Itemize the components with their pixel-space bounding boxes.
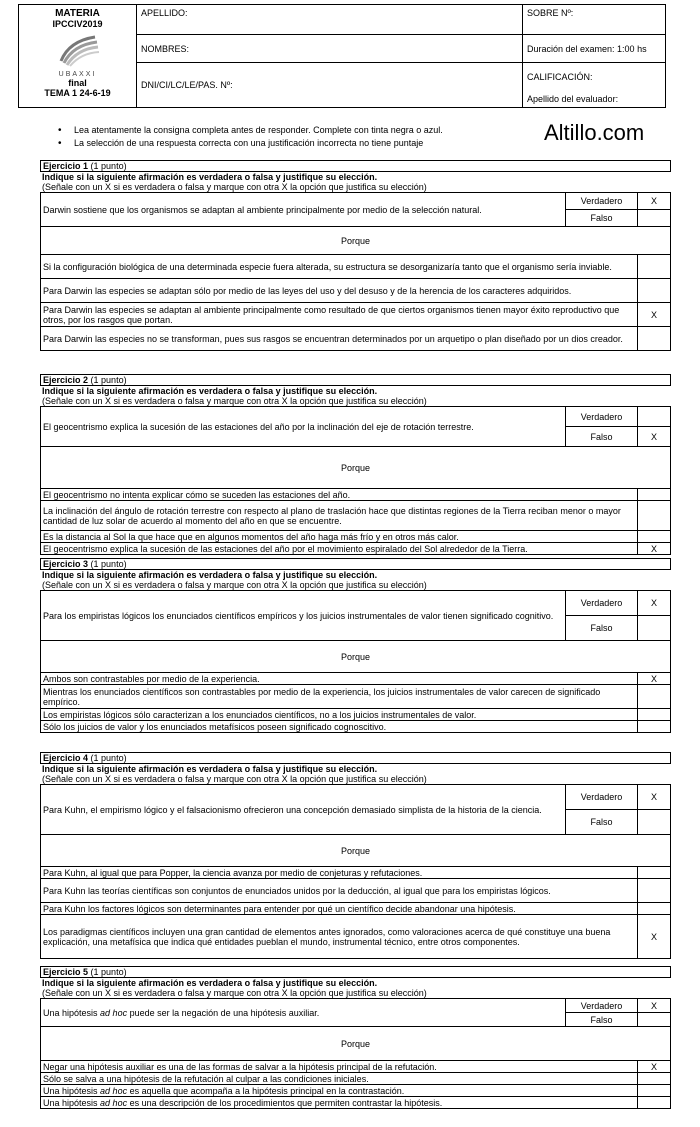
justification-option: Es la distancia al Sol la que hace que en algunos momentos del año haga más frío y en otros más calor.: [41, 531, 638, 543]
ubaxxi-logo-icon: [55, 33, 101, 67]
justification-mark-box[interactable]: [638, 255, 671, 279]
justification-option: Negar una hipótesis auxiliar es una de las formas de salvar a la hipótesis principal de la refutación.: [41, 1061, 638, 1073]
logo-cell: [19, 5, 137, 108]
justification-option: Si la configuración biológica de una determinada especie fuera alterada, su estructura se desorganizaría tanto que el organismo sería inviable.: [41, 255, 638, 279]
exercise-table: [40, 784, 671, 959]
porque-header: Porque: [41, 641, 671, 673]
justification-mark-box[interactable]: X: [638, 1061, 671, 1073]
exercise-points: (1 punto): [90, 161, 127, 171]
instruction-item: • Lea atentamente la consigna completa antes de responder. Complete con tinta negra o azul.: [58, 124, 443, 137]
sobre-field[interactable]: SOBRE Nº:: [523, 5, 666, 35]
justification-mark-box[interactable]: X: [638, 673, 671, 685]
statement-text: Una hipótesis ad hoc puede ser la negación de una hipótesis auxiliar.: [41, 999, 566, 1027]
instruction-note: (Señale con un X si es verdadera o falsa y marque con otra X la opción que justifica su elección): [42, 774, 427, 784]
instruction-note: (Señale con un X si es verdadera o falsa y marque con otra X la opción que justifica su elección): [42, 396, 427, 406]
justification-option: Los paradigmas científicos incluyen una gran cantidad de elementos antes ignorados, como valoraciones acerca de qué constituye una buena explicación, una metafísica que indica qué entidades pueblan el mundo, instrumental técnico, entre otros componentes.: [41, 915, 638, 959]
exercise-points: (1 punto): [90, 375, 127, 385]
porque-header: Porque: [41, 1027, 671, 1061]
false-mark-box[interactable]: [638, 427, 671, 447]
true-option: Verdadero: [566, 193, 638, 210]
exercise-title: [40, 374, 671, 386]
mark-x: X: [650, 196, 657, 206]
justification-mark-box[interactable]: [638, 279, 671, 303]
justification-option: Una hipótesis ad hoc es una descripción de los procedimientos que permiten contrastar la hipótesis.: [41, 1097, 638, 1109]
statement-text: El geocentrismo explica la sucesión de las estaciones del año por la inclinación del eje de rotación terrestre.: [41, 407, 566, 447]
justification-option: Para Kuhn las teorías científicas son conjuntos de enunciados unidos por la deducción, al igual que para los empiristas lógicos.: [41, 879, 638, 903]
true-mark-box[interactable]: [638, 999, 671, 1013]
duracion-field: Duración del examen: 1:00 hs: [523, 35, 666, 63]
exercise-points: (1 punto): [90, 753, 127, 763]
justification-mark-box[interactable]: [638, 1097, 671, 1109]
justification-mark-box[interactable]: [638, 903, 671, 915]
false-mark-box[interactable]: [638, 616, 671, 641]
instruction-bold: Indique si la siguiente afirmación es verdadera o falsa y justifique su elección.: [42, 764, 378, 774]
instruction-item: • La selección de una respuesta correcta con una justificación incorrecta no tiene puntaje: [58, 137, 443, 150]
mark-x: X: [650, 431, 657, 442]
justification-mark-box[interactable]: X: [638, 543, 671, 555]
exercise-instructions: [40, 978, 671, 998]
materia-code: IPCCIV2019: [52, 19, 103, 29]
statement-text: Para Kuhn, el empirismo lógico y el falsacionismo ofrecieron una concepción demasiado simplista de la historia de la ciencia.: [41, 785, 566, 835]
exercise-3: [40, 558, 671, 733]
justification-mark-box[interactable]: [638, 1073, 671, 1085]
mark-x: X: [650, 598, 657, 608]
logo-text: UBAXXI: [58, 71, 97, 78]
instruction-bold: Indique si la siguiente afirmación es verdadera o falsa y justifique su elección.: [42, 386, 378, 396]
justification-option: Sólo se salva a una hipótesis de la refutación al culpar a las condiciones iniciales.: [41, 1073, 638, 1085]
exercise-points: (1 punto): [90, 559, 127, 569]
justification-option: Una hipótesis ad hoc es aquella que acompaña a la hipótesis principal en la contrastación.: [41, 1085, 638, 1097]
true-mark-box[interactable]: [638, 407, 671, 427]
justification-option: Para Darwin las especies no se transforman, pues sus rasgos se encuentran determinados por un arquetipo o plan diseñado por un dios creador.: [41, 327, 638, 351]
true-mark-box[interactable]: [638, 785, 671, 810]
justification-option: El geocentrismo no intenta explicar cómo se suceden las estaciones del año.: [41, 489, 638, 501]
true-option: Verdadero: [566, 407, 638, 427]
false-mark-box[interactable]: [638, 1013, 671, 1027]
porque-header: Porque: [41, 835, 671, 867]
exercise-instructions: [40, 386, 671, 406]
exercise-table: [40, 192, 671, 351]
evaluador-field[interactable]: Apellido del evaluador:: [527, 94, 619, 104]
justification-option: Ambos son contrastables por medio de la experiencia.: [41, 673, 638, 685]
instruction-bold: Indique si la siguiente afirmación es verdadera o falsa y justifique su elección.: [42, 978, 378, 988]
instruction-note: (Señale con un X si es verdadera o falsa y marque con otra X la opción que justifica su elección): [42, 182, 427, 192]
true-option: Verdadero: [566, 785, 638, 810]
brand-watermark: Altillo.com: [544, 120, 645, 145]
true-mark-box[interactable]: [638, 193, 671, 210]
justification-mark-box[interactable]: [638, 531, 671, 543]
false-option: Falso: [566, 210, 638, 227]
false-option: Falso: [566, 427, 638, 447]
exercise-table: [40, 998, 671, 1109]
exercise-number: Ejercicio 4: [43, 753, 89, 763]
justification-mark-box[interactable]: [638, 1085, 671, 1097]
instruction-bold: Indique si la siguiente afirmación es verdadera o falsa y justifique su elección.: [42, 172, 378, 182]
justification-option: Para Darwin las especies se adaptan sólo por medio de las leyes del uso y del desuso y de la herencia de los caracteres adquiridos.: [41, 279, 638, 303]
justification-option: Para Darwin las especies se adaptan al ambiente principalmente como resultado de que ciertos organismos tienen mayor éxito reproductivo que otros, por los rasgos que portan.: [41, 303, 638, 327]
calificacion-field[interactable]: CALIFICACIÓN:: [527, 72, 593, 82]
statement-text: Para los empiristas lógicos los enunciados científicos empíricos y los juicios instrumentales de valor tienen significado cognitivo.: [41, 591, 566, 641]
exercise-table: [40, 406, 671, 555]
mark-x: X: [650, 792, 657, 802]
false-option: Falso: [566, 810, 638, 835]
exercise-title: [40, 558, 671, 570]
instruction-note: (Señale con un X si es verdadera o falsa y marque con otra X la opción que justifica su elección): [42, 580, 427, 590]
materia-label: MATERIA: [55, 8, 100, 19]
justification-mark-box[interactable]: [638, 867, 671, 879]
exercise-title: [40, 160, 671, 172]
true-option: Verdadero: [566, 999, 638, 1013]
apellido-field[interactable]: APELLIDO:: [137, 5, 523, 35]
justification-mark-box[interactable]: [638, 327, 671, 351]
exercise-title: [40, 752, 671, 764]
justification-mark-box[interactable]: X: [638, 303, 671, 327]
porque-header: Porque: [41, 447, 671, 489]
justification-mark-box[interactable]: [638, 721, 671, 733]
exercise-number: Ejercicio 3: [43, 559, 89, 569]
exercise-instructions: [40, 172, 671, 192]
exercise-number: Ejercicio 2: [43, 375, 89, 385]
instruction-bold: Indique si la siguiente afirmación es verdadera o falsa y justifique su elección.: [42, 570, 378, 580]
true-option: Verdadero: [566, 591, 638, 616]
porque-header: Porque: [41, 227, 671, 255]
false-mark-box[interactable]: [638, 210, 671, 227]
exercise-points: (1 punto): [90, 967, 127, 977]
justification-option: Sólo los juicios de valor y los enunciados metafísicos poseen significado cognoscitivo.: [41, 721, 638, 733]
exam-type: final: [68, 78, 87, 88]
justification-mark-box[interactable]: [638, 709, 671, 721]
false-mark-box[interactable]: [638, 810, 671, 835]
justification-option: Para Kuhn, al igual que para Popper, la ciencia avanza por medio de conjeturas y refutaciones.: [41, 867, 638, 879]
justification-option: El geocentrismo explica la sucesión de las estaciones del año por el movimiento espiralado del Sol alrededor de la Tierra.: [41, 543, 638, 555]
exercise-1: [40, 160, 671, 351]
instructions-list: [58, 124, 443, 150]
exam-header: [18, 4, 666, 108]
nombres-field[interactable]: NOMBRES:: [137, 35, 523, 63]
mark-x: X: [650, 1000, 657, 1011]
justification-mark-box[interactable]: X: [638, 915, 671, 959]
justification-option: Los empiristas lógicos sólo caracterizan a los enunciados científicos, no a los juicios instrumentales de valor.: [41, 709, 638, 721]
false-option: Falso: [566, 1013, 638, 1027]
exercise-5: [40, 966, 671, 1109]
tema-label: TEMA 1 24-6-19: [44, 88, 111, 98]
justification-mark-box[interactable]: [638, 501, 671, 531]
exercise-instructions: [40, 764, 671, 784]
exercise-table: [40, 590, 671, 733]
justification-option: Mientras los enunciados científicos son contrastables por medio de la experiencia, los juicios instrumentales de valor carecen de significado empírico.: [41, 685, 638, 709]
justification-option: Para Kuhn los factores lógicos son determinantes para entender por qué un científico decide abandonar una hipótesis.: [41, 903, 638, 915]
exercise-2: [40, 374, 671, 555]
exercise-number: Ejercicio 1: [43, 161, 89, 171]
justification-mark-box[interactable]: [638, 685, 671, 709]
exercise-instructions: [40, 570, 671, 590]
exercise-4: [40, 752, 671, 959]
false-option: Falso: [566, 616, 638, 641]
instruction-note: (Señale con un X si es verdadera o falsa y marque con otra X la opción que justifica su elección): [42, 988, 427, 998]
justification-option: La inclinación del ángulo de rotación terrestre con respecto al plano de traslación hace que distintas regiones de la Tierra reciban menor o mayor cantidad de luz solar de acuerdo al momento del año en que se encuentre.: [41, 501, 638, 531]
exercise-title: [40, 966, 671, 978]
justification-mark-box[interactable]: [638, 489, 671, 501]
justification-mark-box[interactable]: [638, 879, 671, 903]
statement-text: Darwin sostiene que los organismos se adaptan al ambiente principalmente por medio de la selección natural.: [41, 193, 566, 227]
true-mark-box[interactable]: [638, 591, 671, 616]
exercise-number: Ejercicio 5: [43, 967, 89, 977]
dni-field[interactable]: DNI/CI/LC/LE/PAS. Nº:: [137, 63, 523, 108]
calificacion-cell: [523, 63, 666, 108]
